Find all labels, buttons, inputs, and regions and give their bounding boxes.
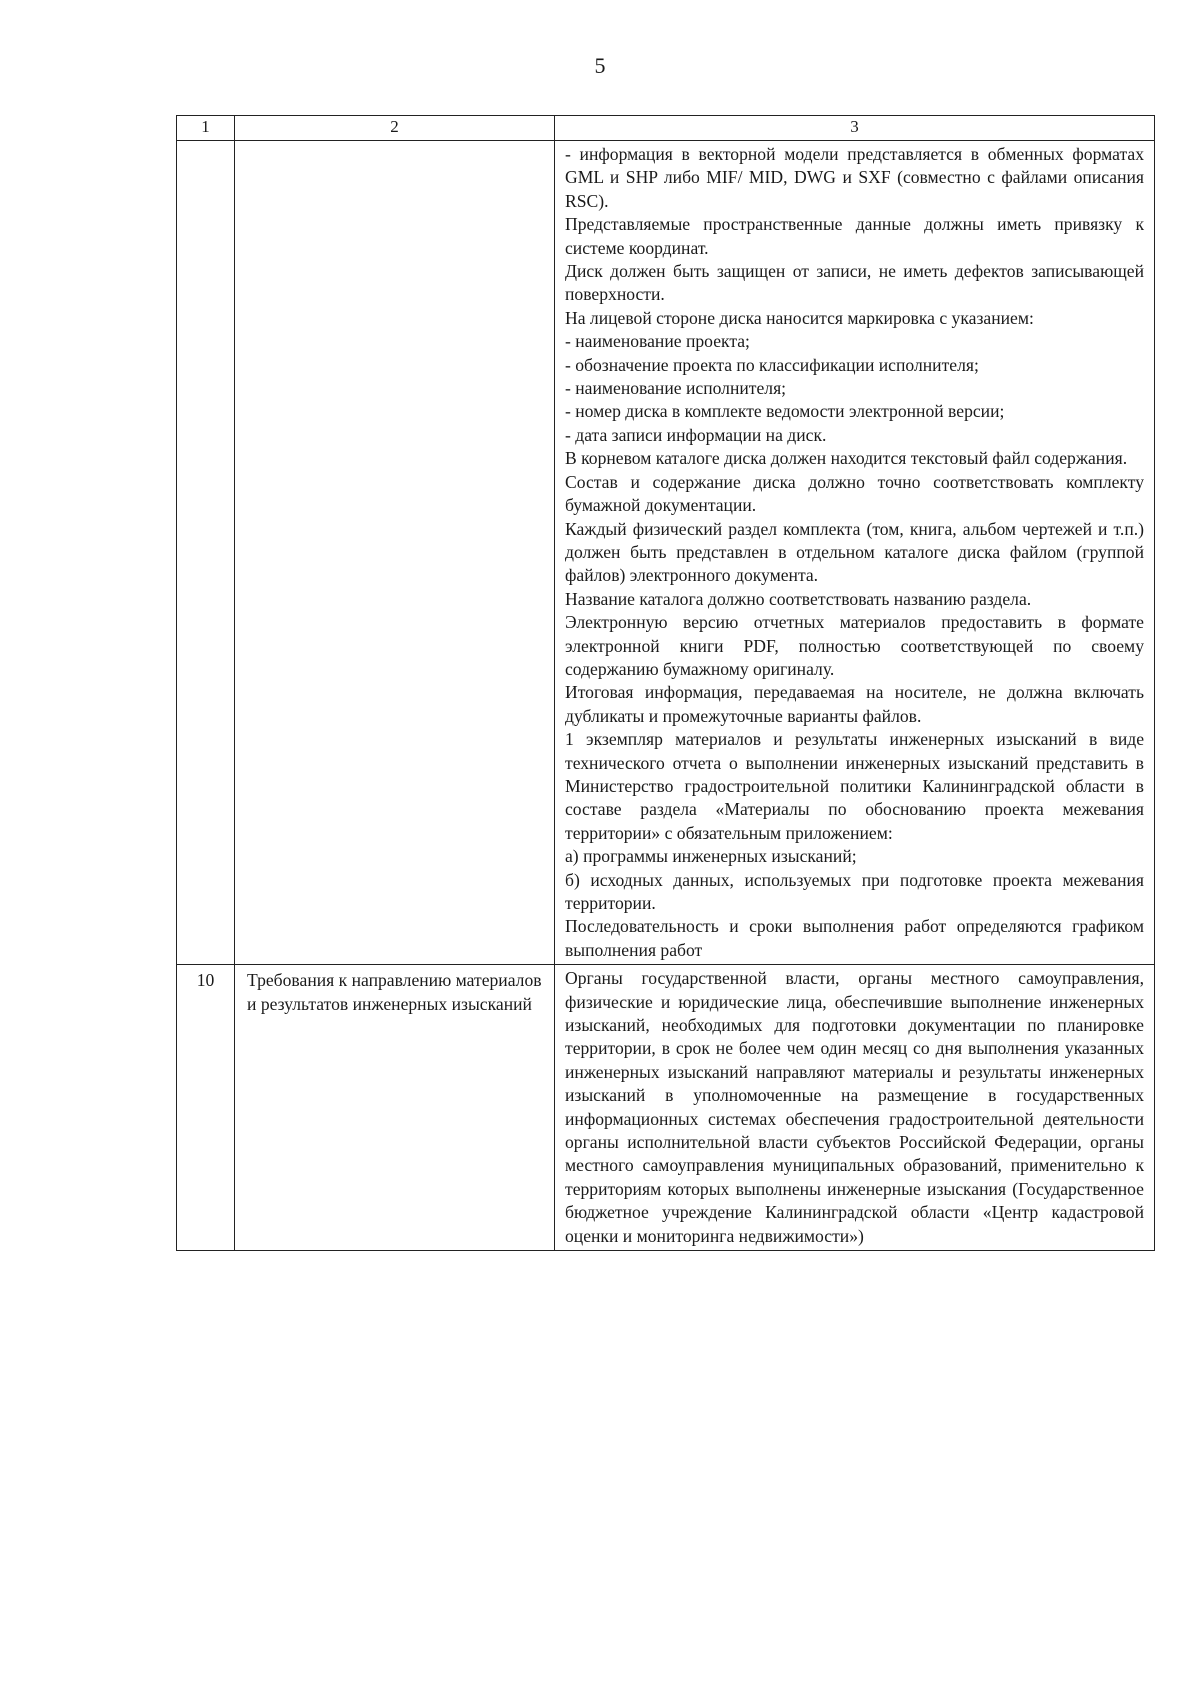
content-paragraph: Диск должен быть защищен от записи, не иметь дефектов записывающей поверхности. xyxy=(565,261,1144,305)
table-row xyxy=(177,965,1155,1251)
requirement-name-cell xyxy=(235,141,555,965)
table-header-row xyxy=(177,116,1155,141)
table-row xyxy=(177,141,1155,965)
row-number-cell: 10 xyxy=(177,965,235,1251)
content-paragraph: - информация в векторной модели представляется в обменных форматах GML и SHP либо MIF/ MID, DWG и SXF (совместно с файлами описания RSC). xyxy=(565,144,1144,211)
content-paragraph: - наименование проекта; xyxy=(565,331,750,352)
column-header-2: 2 xyxy=(235,116,555,141)
content-paragraph: Последовательность и сроки выполнения работ определяются графиком выполнения работ xyxy=(565,916,1144,960)
content-paragraph: На лицевой стороне диска наносится маркировка с указанием: xyxy=(565,307,1034,328)
content-paragraph: Электронную версию отчетных материалов предоставить в формате электронной книги PDF, полностью соответствующей по своему содержанию бумажному оригиналу. xyxy=(565,612,1144,679)
column-header-1: 1 xyxy=(177,116,235,141)
content-paragraph: - обозначение проекта по классификации исполнителя; xyxy=(565,354,979,375)
content-paragraph: - номер диска в комплекте ведомости электронной версии; xyxy=(565,401,1005,422)
requirements-table xyxy=(176,115,1155,1251)
content-paragraph: - дата записи информации на диск. xyxy=(565,424,827,445)
content-paragraph: Каждый физический раздел комплекта (том, книга, альбом чертежей и т.п.) должен быть представлен в отдельном каталоге диска файлом (группой файлов) электронного документа. xyxy=(565,518,1144,586)
requirement-content-cell xyxy=(555,965,1155,1251)
content-paragraph: Итоговая информация, передаваемая на носителе, не должна включать дубликаты и промежуточные варианты файлов. xyxy=(565,682,1144,726)
content-paragraph: В корневом каталоге диска должен находится текстовый файл содержания. xyxy=(565,448,1128,469)
row-number-cell xyxy=(177,141,235,965)
content-paragraph: Название каталога должно соответствовать названию раздела. xyxy=(565,588,1032,609)
content-paragraph: 1 экземпляр материалов и результаты инженерных изысканий в виде технического отчета о выполнении инженерных изысканий представить в Министерство градостроительной политики Калининградской области в составе раздела «Материалы по обоснованию проекта межевания территории» с обязательным приложением: xyxy=(565,729,1144,843)
content-paragraph: Состав и содержание диска должно точно соответствовать комплекту бумажной документации. xyxy=(565,471,1144,516)
requirement-content-cell xyxy=(555,141,1155,965)
content-paragraph: б) исходных данных, используемых при подготовке проекта межевания территории. xyxy=(565,869,1144,913)
content-paragraph: - наименование исполнителя; xyxy=(565,378,787,399)
content-paragraph: Органы государственной власти, органы местного самоуправления, физические и юридические лица, обеспечившие выполнение инженерных изысканий, необходимых для подготовки документации по планировке территории, в срок не более чем один месяц со дня выполнения указанных инженерных изысканий направляют материалы и результаты инженерных изысканий в уполномоченные на размещение в государственных информационных системах обеспечения градостроительной деятельности органы исполнительной власти субъектов Российской Федерации, органы местного самоуправления муниципальных образований, применительно к территориям которых выполнены инженерные изыскания (Государственное бюджетное учреждение Калининградской области «Центр кадастровой оценки и мониторинга недвижимости») xyxy=(565,968,1144,1246)
content-paragraph: а) программы инженерных изысканий; xyxy=(565,846,857,867)
column-header-3: 3 xyxy=(555,116,1155,141)
page-number: 5 xyxy=(594,53,606,78)
requirement-name-cell: Требования к направлению материалов и результатов инженерных изысканий xyxy=(235,965,555,1251)
content-paragraph: Представляемые пространственные данные должны иметь привязку к системе координат. xyxy=(565,214,1144,258)
